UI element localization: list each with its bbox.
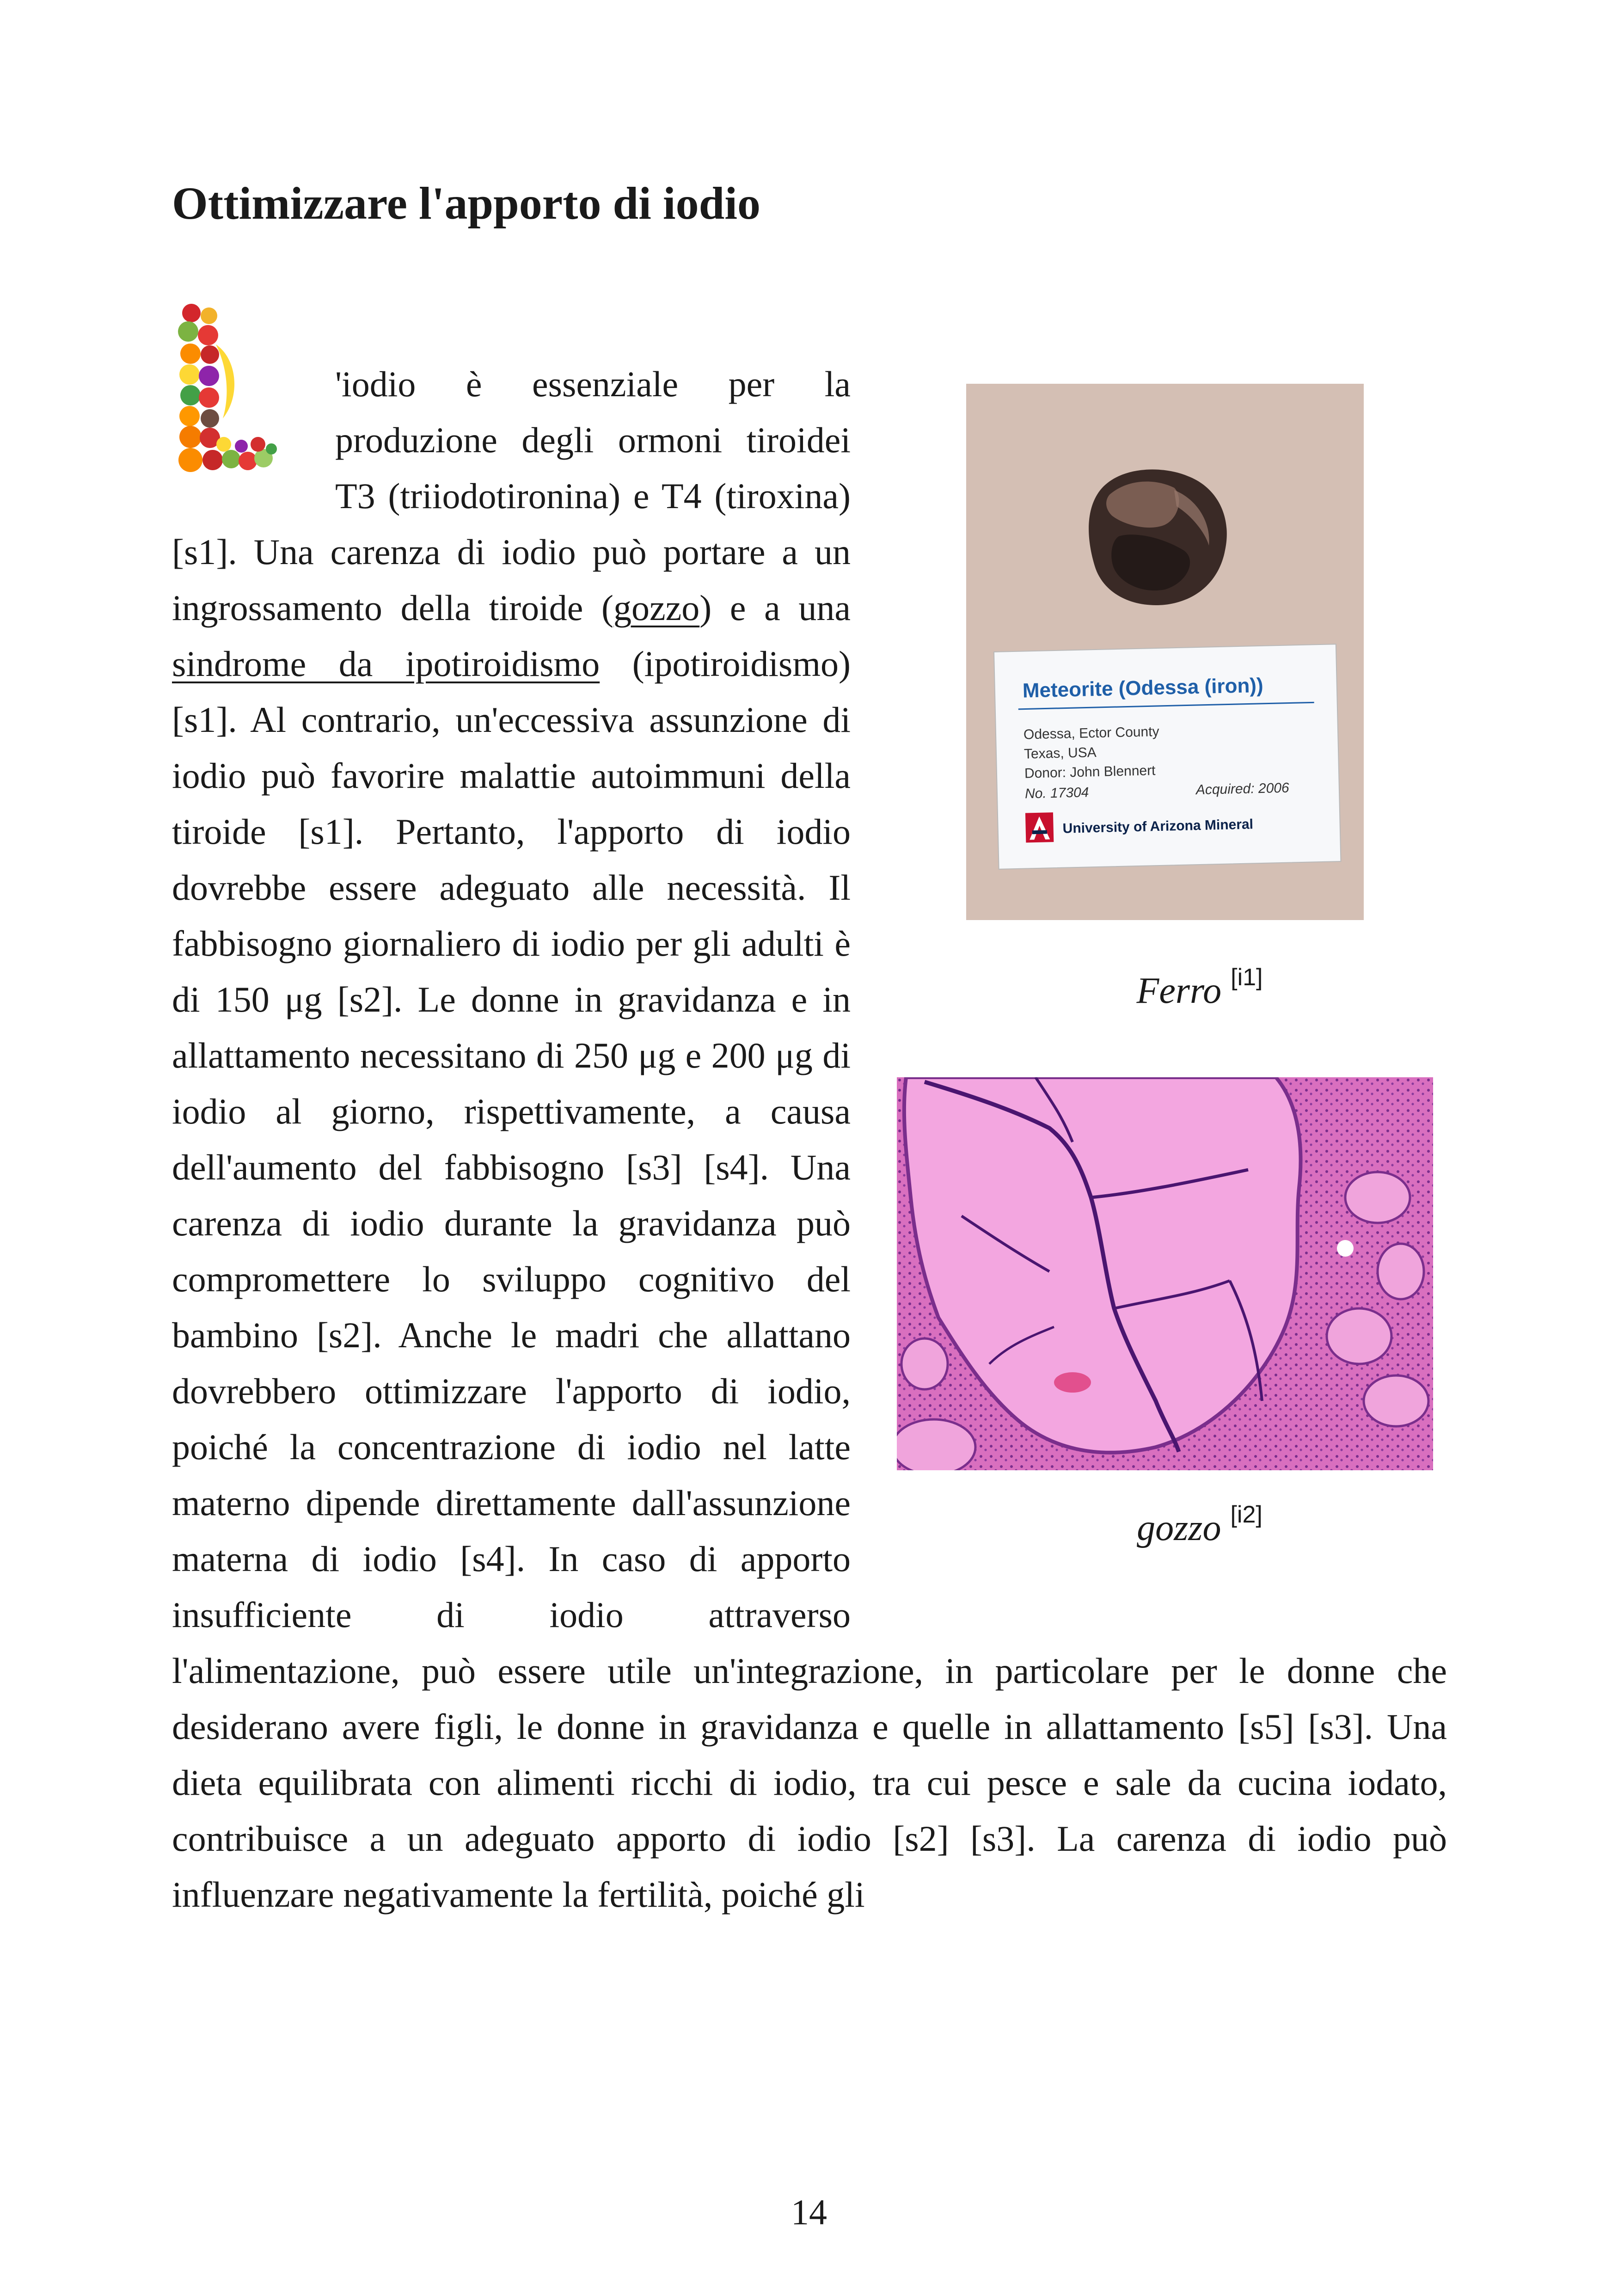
fruit-dropcap-letter xyxy=(172,303,277,479)
paragraph-text-1: 'iodio è essenziale per la produzione degli ormoni tiroidei T3 (triiodotironina) e T4 (tiroxina) [s1]. Una carenza di iodio può portare a un ingrossamento della tiroide ( xyxy=(172,364,851,628)
label-institution: University of Arizona Mineral xyxy=(1062,816,1254,836)
figure2-caption-text: gozzo xyxy=(1137,1508,1221,1548)
paragraph-text-2: ) e a una xyxy=(699,588,851,628)
label-line-3: Donor: John Blennert xyxy=(1024,763,1156,781)
figure1-caption xyxy=(925,965,1475,1009)
paragraph-text-3: (ipotiroidismo) [s1]. Al contrario, un'eccessiva assunzione di iodio può favorire malattie autoimmuni della tiroide [s1]. Pertanto, l'apporto di iodio dovrebbe essere adeguato alle necessità. Il fabbisogno giornaliero di iodio per gli adulti è di 150 μg [s2]. Le donne in gravidanza e in allattamento necessitano di 250 μg e 200 μg di iodio al giorno, rispettivamente, a causa dell'aumento del fabbisogno [s3] [s4]. Una carenza di iodio durante la gravidanza può compromettere lo sviluppo cognitivo del bambino [s2]. Anche le madri che allattano dovrebbero ottimizzare l'apporto di iodio, poiché la concentrazione di iodio nel latte materno dipende direttamente dall'assunzione materna di iodio [s4]. In caso di apporto insufficiente di iodio attraverso l'alimentazione, può essere utile un'integrazione, in particolare per le donne che desiderano avere figli, le donne in gravidanza e quelle in allattamento [s5] [s3]. Una dieta equilibrata con alimenti ricchi di iodio, tra cui pesce e sale da cucina iodato, contribuisce a un adeguato apporto di iodio [s2] [s3]. La carenza di iodio può influenzare negativamente la fertilità, poiché gli xyxy=(172,644,1447,1915)
label-acquired: Acquired: 2006 xyxy=(1195,780,1290,798)
figure2-ref[interactable]: [i2] xyxy=(1230,1501,1263,1528)
label-line-1: Odessa, Ector County xyxy=(1023,724,1159,743)
label-line-2: Texas, USA xyxy=(1024,745,1097,762)
body-text xyxy=(172,356,1447,1922)
label-number: No. 17304 xyxy=(1024,785,1089,802)
goiter-histology-image xyxy=(897,1077,1433,1470)
gozzo-link[interactable]: gozzo xyxy=(613,588,700,628)
meteorite-photo xyxy=(966,384,1364,920)
figure2-caption xyxy=(925,1503,1475,1547)
page-number: 14 xyxy=(791,2192,827,2232)
arizona-logo-icon xyxy=(1025,812,1054,842)
figure1-caption-text: Ferro xyxy=(1136,970,1222,1011)
figure1-ref[interactable]: [i1] xyxy=(1231,964,1263,991)
page-title: Ottimizzare l'apporto di iodio xyxy=(172,178,761,229)
specimen-label-card xyxy=(994,644,1341,869)
figure-column xyxy=(897,356,1447,1623)
label-title: Meteorite (Odessa (iron)) xyxy=(1022,674,1264,702)
sindrome-ipotiroidismo-link[interactable]: sindrome da ipotiroidismo xyxy=(172,644,600,684)
